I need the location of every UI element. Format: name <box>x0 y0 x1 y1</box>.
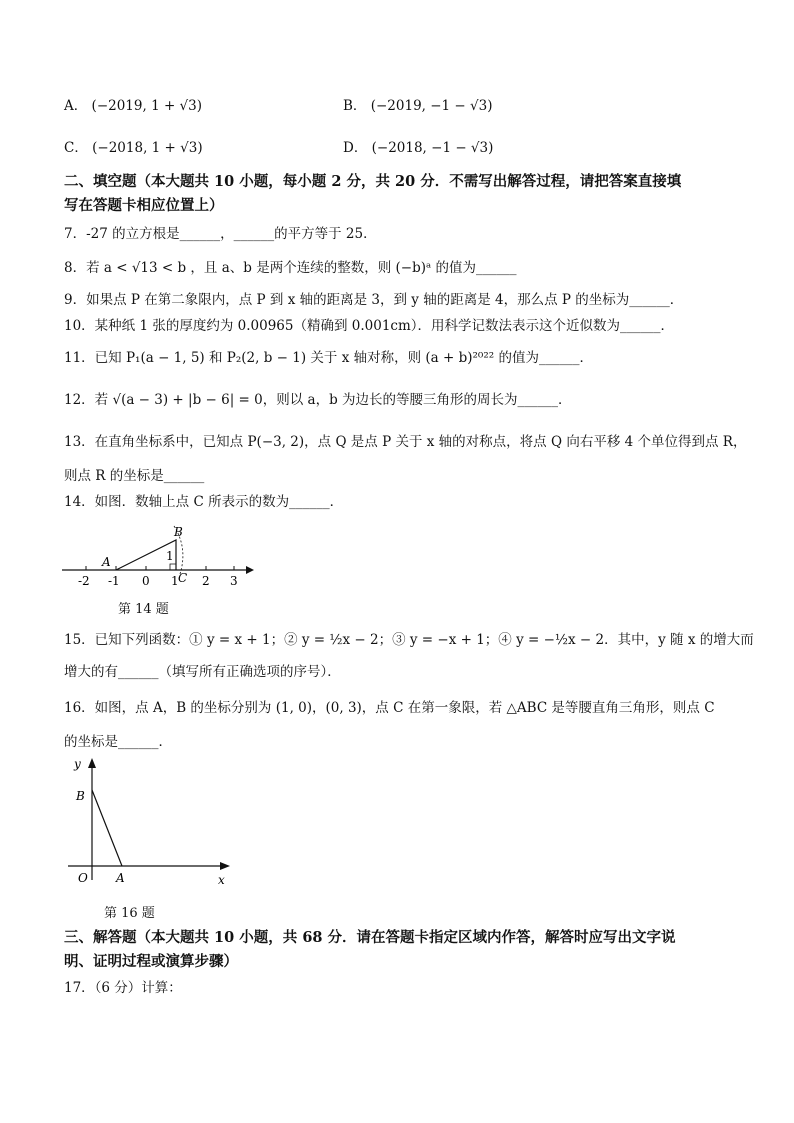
choice-b <box>343 96 493 116</box>
origin-label: O <box>78 871 88 885</box>
tick-label-3: 3 <box>230 574 238 588</box>
choice-b-label: B． <box>343 98 367 114</box>
question-13-line1: 13．在直角坐标系中，已知点 P(−3, 2)，点 Q 是点 P 关于 x 轴的对称点，将点 Q 向右平移 4 个单位得到点 R， <box>64 434 747 450</box>
tick-label-neg2: -2 <box>78 574 90 588</box>
section-3-heading-line2: 明、证明过程或演算步骤） <box>64 953 238 970</box>
point-b-label: B <box>174 525 183 539</box>
question-7: 7．-27 的立方根是______，______的平方等于 25． <box>64 226 377 242</box>
section-2-heading-line2: 写在答题卡相应位置上） <box>64 197 224 214</box>
choice-c-label: C． <box>64 140 88 156</box>
figure-16-caption: 第 16 题 <box>104 906 155 921</box>
number-line-arrow-icon <box>246 566 254 574</box>
section-3-heading-line1: 三、解答题（本大题共 10 小题，共 68 分．请在答题卡指定区域内作答，解答时应写出文字说 <box>64 929 676 946</box>
section-2-heading-line1: 二、填空题（本大题共 10 小题，每小题 2 分，共 20 分．不需写出解答过程，请把答案直接填 <box>64 173 682 190</box>
axis-x-label: x <box>218 873 225 887</box>
choice-d-label: D． <box>343 140 368 156</box>
tick-label-neg1: -1 <box>108 574 120 588</box>
figure-16-coordinate-plane <box>68 754 238 890</box>
choice-a <box>64 96 202 116</box>
question-10: 10．某种纸 1 张的厚度约为 0.00965（精确到 0.001cm）．用科学记数法表示这个近似数为______． <box>64 318 675 334</box>
question-17: 17．（6 分）计算： <box>64 980 182 996</box>
question-15-line1: 15．已知下列函数：① y = x + 1；② y = ½x − 2；③ y = −x + 1；④ y = −½x − 2．其中，y 随 x 的增大而 <box>64 632 754 648</box>
point-a-label: A <box>116 871 125 885</box>
choice-c <box>64 138 203 158</box>
question-11: 11．已知 P₁(a − 1, 5) 和 P₂(2, b − 1) 关于 x 轴对称，则 (a + b)²⁰²² 的值为______． <box>64 350 593 366</box>
question-16-line1: 16．如图，点 A，B 的坐标分别为 (1, 0)，(0, 3)，点 C 在第一象限，若 △ABC 是等腰直角三角形，则点 C <box>64 700 715 716</box>
point-b-label: B <box>76 789 85 803</box>
question-15-line2: 增大的有______（填写所有正确选项的序号）． <box>64 664 341 680</box>
choice-b-text: (−2019, −1 − √3) <box>370 98 493 114</box>
tick-label-0: 0 <box>142 574 150 588</box>
question-16-line2: 的坐标是______． <box>64 734 172 750</box>
figure-14-caption: 第 14 题 <box>118 602 169 617</box>
choice-a-label: A． <box>64 98 88 114</box>
choice-a-text: (−2019, 1 + √3) <box>91 98 203 114</box>
tick-label-2: 2 <box>202 574 210 588</box>
segment-ab <box>92 790 122 866</box>
x-axis-arrow-icon <box>220 862 230 870</box>
tick-label-1: 1 <box>171 574 179 588</box>
height-label: 1 <box>166 549 174 563</box>
figure-14-number-line <box>60 520 260 592</box>
question-8: 8．若 a < √13 < b ，且 a、b 是两个连续的整数，则 (−b)ᵃ 的值为______ <box>64 260 517 276</box>
question-13-line2: 则点 R 的坐标是______ <box>64 468 205 484</box>
y-axis-arrow-icon <box>88 758 96 768</box>
question-9: 9．如果点 P 在第二象限内，点 P 到 x 轴的距离是 3，到 y 轴的距离是 4，那么点 P 的坐标为______． <box>64 292 684 308</box>
point-c-label: C <box>178 571 188 585</box>
right-angle-mark <box>170 564 176 570</box>
choice-d <box>343 138 493 158</box>
choice-c-text: (−2018, 1 + √3) <box>92 140 203 156</box>
question-12: 12．若 √(a − 3) + |b − 6| = 0，则以 a，b 为边长的等腰三角形的周长为______． <box>64 392 572 408</box>
choice-d-text: (−2018, −1 − √3) <box>371 140 494 156</box>
question-14: 14．如图．数轴上点 C 所表示的数为______． <box>64 494 344 510</box>
axis-y-label: y <box>74 757 81 771</box>
point-a-label: A <box>102 555 111 569</box>
